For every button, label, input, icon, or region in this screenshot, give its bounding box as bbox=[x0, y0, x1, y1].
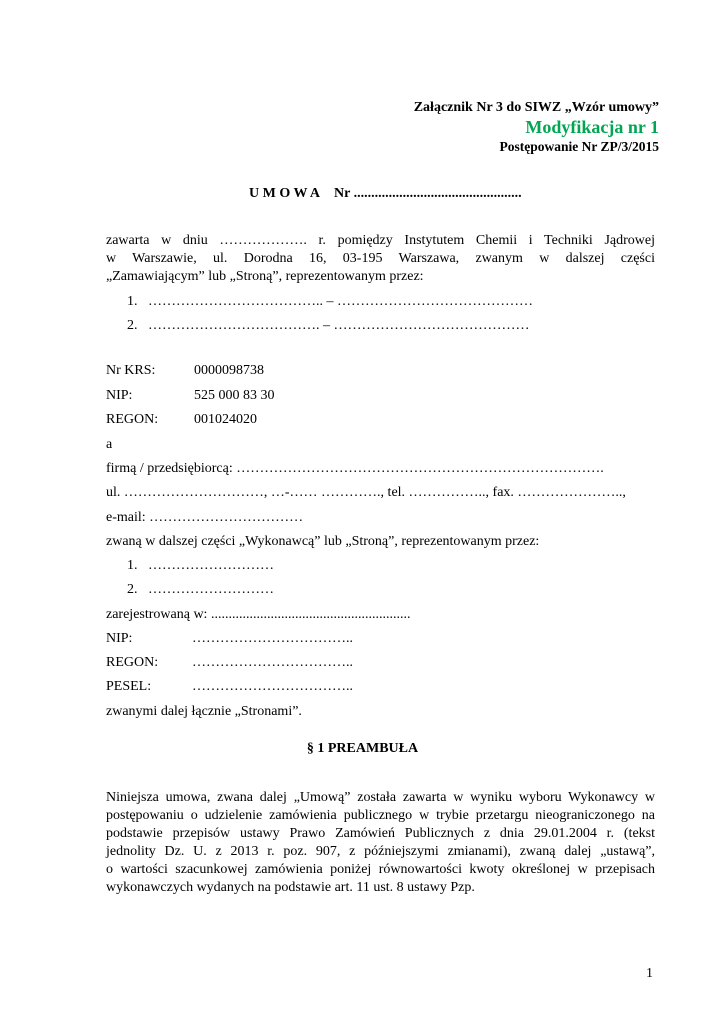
section-1-heading: § 1 PREAMBUŁA bbox=[306, 741, 419, 756]
rep-text: ……………………… bbox=[148, 582, 274, 597]
krs-label: Nr KRS: bbox=[106, 363, 156, 378]
nip-value: 525 000 83 30 bbox=[194, 388, 275, 403]
contract-title bbox=[249, 186, 522, 202]
preamble-line-6: wykonawczych wydanych na podstawie art. 11 ust. 8 ustawy Pzp. bbox=[106, 880, 475, 895]
krs-value: 0000098738 bbox=[194, 363, 264, 378]
list-number: 2. bbox=[127, 318, 138, 333]
parties-jointly: zwanymi dalej łącznie „Stronami”. bbox=[106, 704, 302, 719]
intro-line-1: zawarta w dniu ………………. r. pomiędzy Instytutem Chemii i Techniki Jądrowej bbox=[106, 233, 655, 248]
contractor-firm: firmą / przedsiębiorcą: ……………………………………………………………………. bbox=[106, 461, 604, 476]
contractor-regon-value: …………………………….. bbox=[192, 655, 353, 670]
contractor-registered: zarejestrowaną w: ......................................................... bbox=[106, 607, 411, 622]
rep-text: ……………………… bbox=[148, 558, 274, 573]
conjunction-a: a bbox=[106, 437, 113, 452]
employer-rep-2 bbox=[127, 318, 530, 334]
preamble-line-1: Niniejsza umowa, zwana dalej „Umową” została zawarta w wyniku wyboru Wykonawcy w bbox=[106, 790, 655, 805]
contractor-nip-label: NIP: bbox=[106, 631, 133, 646]
rep-text: ………………………………. – …………………………………… bbox=[148, 318, 530, 333]
preamble-line-2: postępowaniu o udzielenie zamówienia publicznego w trybie przetargu nieograniczonego na bbox=[106, 808, 655, 823]
regon-label: REGON: bbox=[106, 412, 159, 427]
modification-label: Modyfikacja nr 1 bbox=[525, 117, 659, 137]
employer-rep-1 bbox=[127, 294, 533, 310]
contractor-regon-label: REGON: bbox=[106, 655, 159, 670]
contract-number: Nr ................................................ bbox=[334, 186, 522, 201]
nip-label: NIP: bbox=[106, 388, 133, 403]
procedure-label: Postępowanie Nr ZP/3/2015 bbox=[499, 139, 659, 154]
list-number: 1. bbox=[127, 558, 138, 573]
contractor-called: zwaną w dalszej części „Wykonawcą” lub „Stroną”, reprezentowanym przez: bbox=[106, 534, 540, 549]
contractor-rep-1 bbox=[127, 558, 274, 574]
intro-line-2: w Warszawie, ul. Dorodna 16, 03-195 Warszawa, zwanym w dalszej części bbox=[106, 251, 655, 266]
preamble-line-5: o wartości szacunkowej zamówienia poniżej równowartości kwoty określonej w przepisach bbox=[106, 862, 655, 877]
rep-text: ……………………………….. – …………………………………… bbox=[148, 294, 533, 309]
page-number: 1 bbox=[646, 966, 653, 981]
contractor-address: ul. …………………………, …-…… …………., tel. …………….., fax. ………………….., bbox=[106, 485, 626, 500]
list-number: 1. bbox=[127, 294, 138, 309]
contractor-email: e-mail: …………………………… bbox=[106, 510, 304, 525]
contract-title-label: U M O W A bbox=[249, 186, 321, 201]
contractor-pesel-label: PESEL: bbox=[106, 679, 152, 694]
regon-value: 001024020 bbox=[194, 412, 257, 427]
list-number: 2. bbox=[127, 582, 138, 597]
attachment-label: Załącznik Nr 3 do SIWZ „Wzór umowy” bbox=[413, 100, 659, 115]
contractor-pesel-value: …………………………….. bbox=[192, 679, 353, 694]
preamble-line-3: podstawie przepisów ustawy Prawo Zamówień Publicznych z dnia 29.01.2004 r. (tekst bbox=[106, 826, 655, 841]
contractor-rep-2 bbox=[127, 582, 274, 598]
contractor-nip-value: …………………………….. bbox=[192, 631, 353, 646]
intro-line-3: „Zamawiającym” lub „Stroną”, reprezentowanym przez: bbox=[106, 269, 424, 284]
preamble-line-4: jednolity Dz. U. z 2013 r. poz. 907, z późniejszymi zmianami), zwaną dalej „ustawą”, bbox=[106, 844, 655, 859]
